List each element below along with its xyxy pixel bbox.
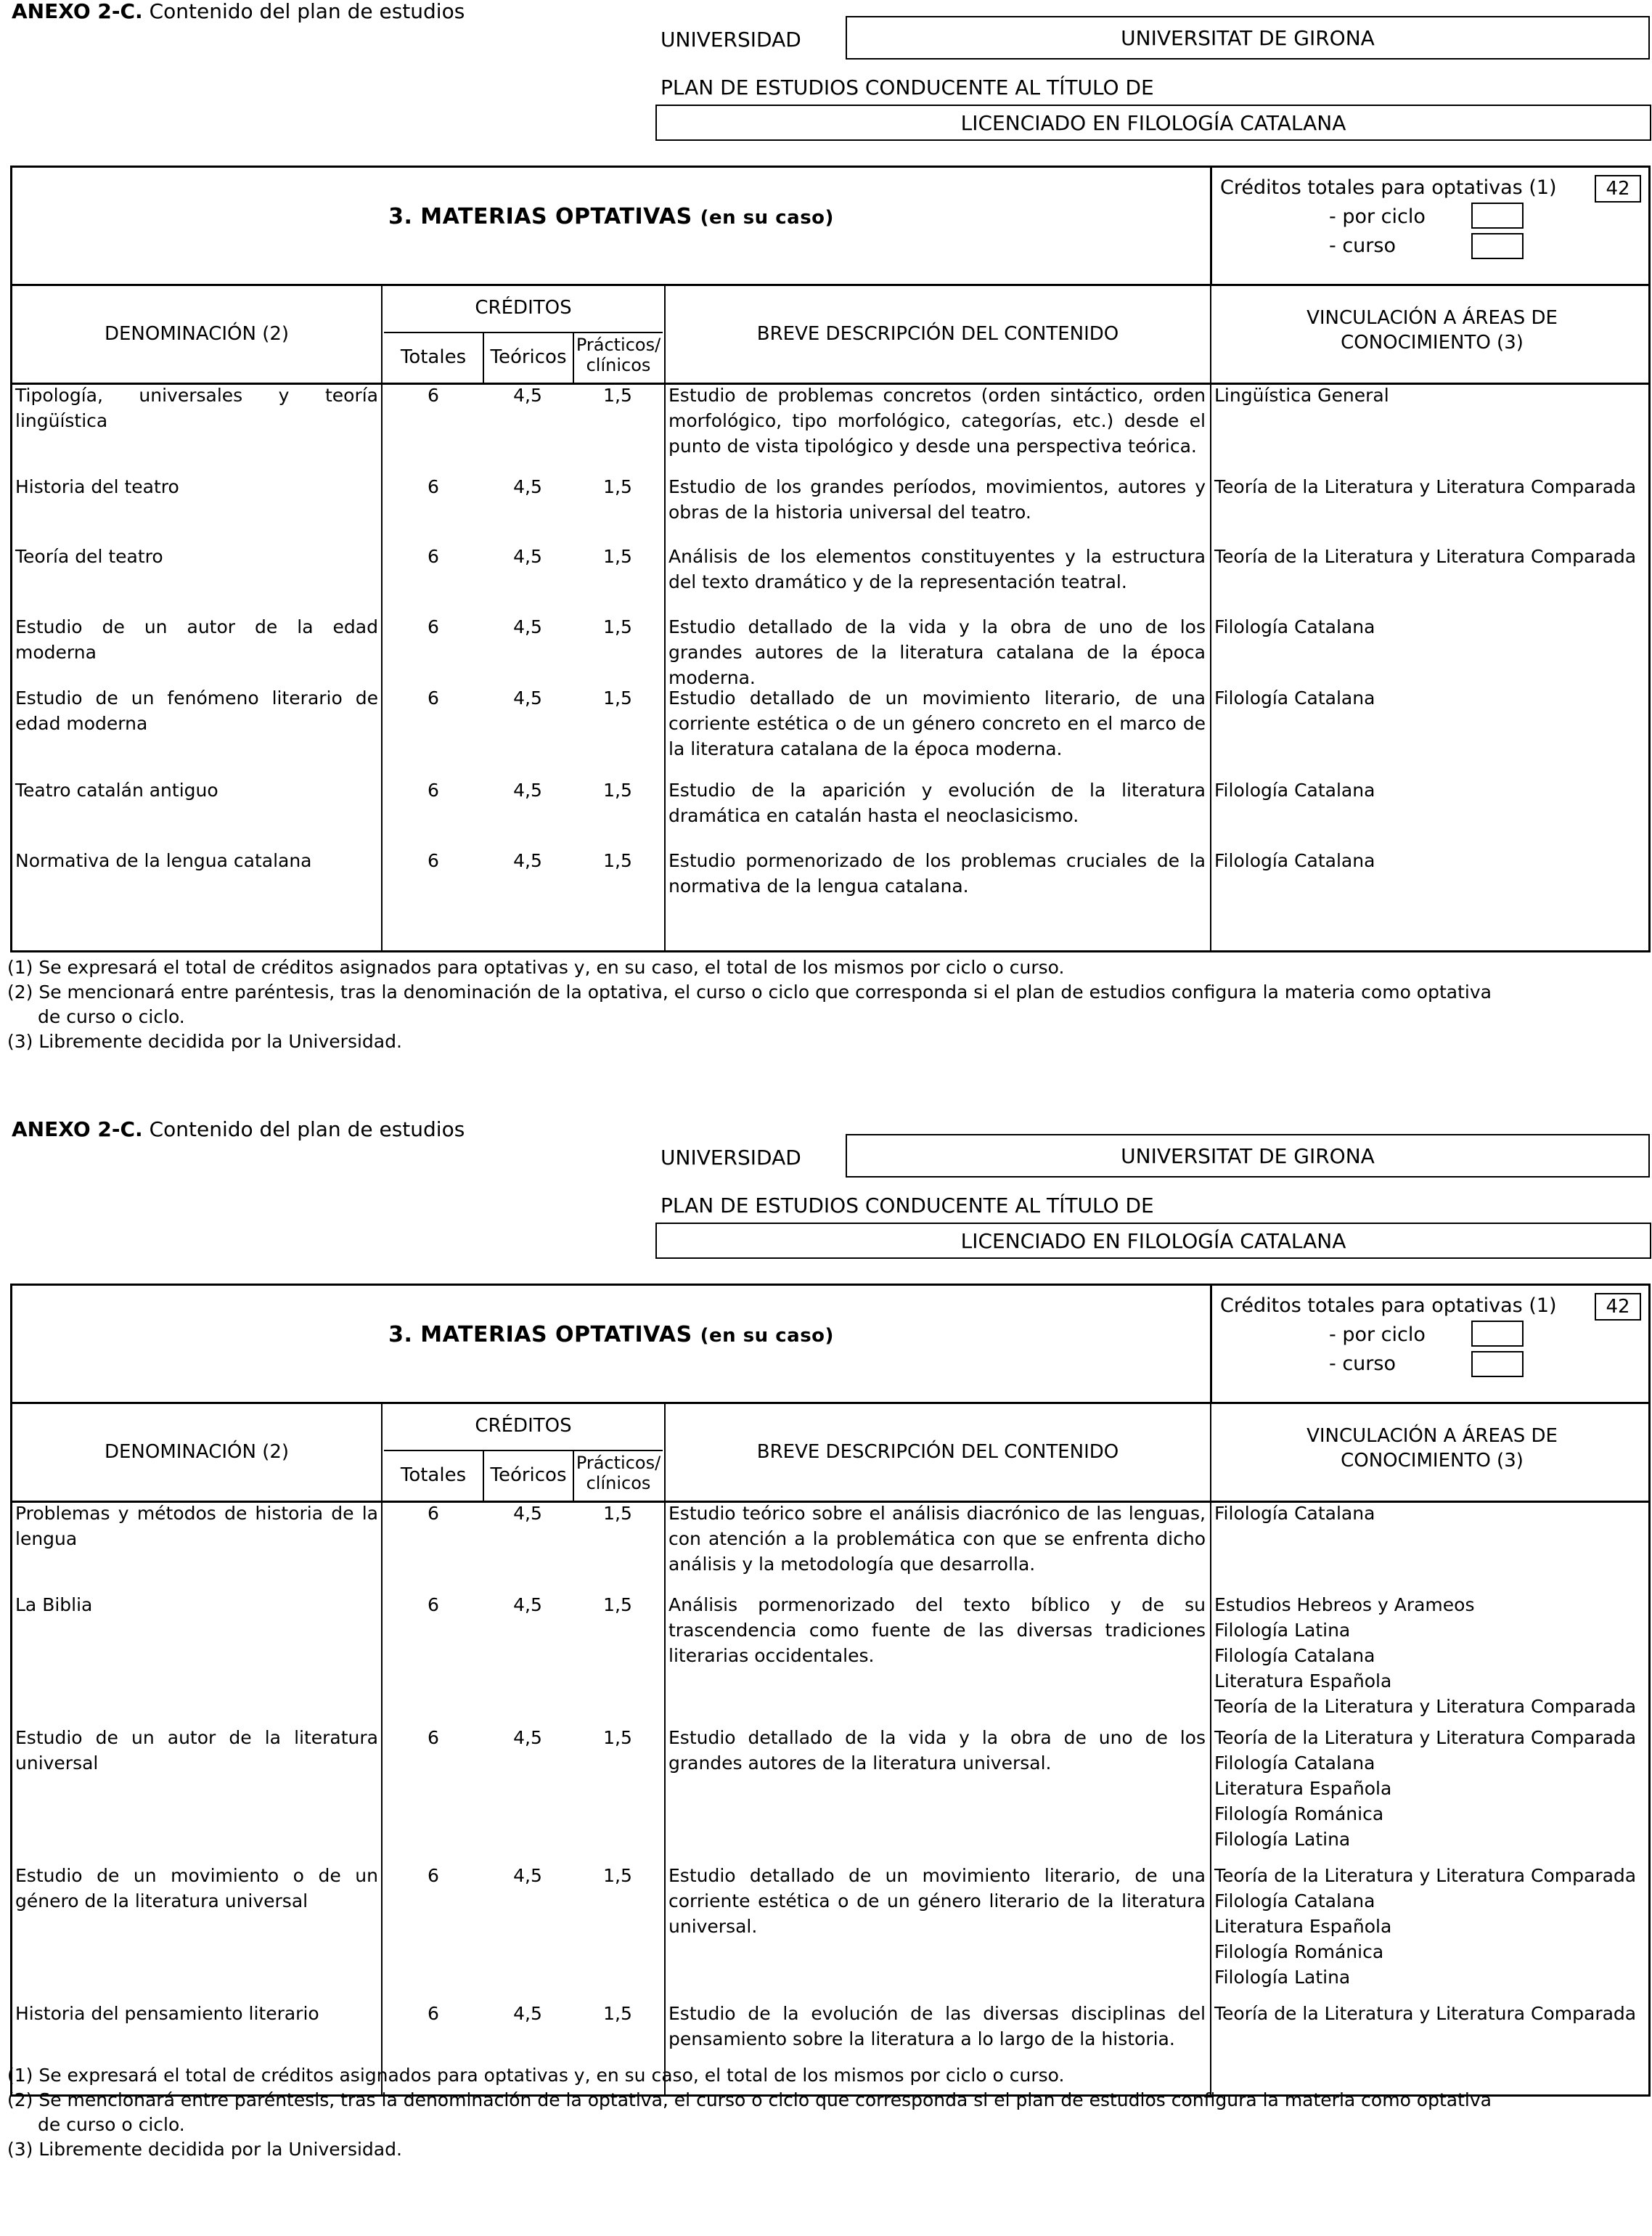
- practicos: 1,5: [603, 1865, 632, 1886]
- areas: Estudios Hebreos y Arameos Filología Latina Filología Catalana Literatura Española Teoría de la Literatura y Literatura Comparada: [1214, 1594, 1637, 1717]
- col-denominacion: DENOMINACIÓN (2): [104, 323, 290, 345]
- practicos: 1,5: [603, 385, 632, 406]
- areas: Filología Catalana: [1214, 1503, 1375, 1524]
- denominacion: Teatro catalán antiguo: [15, 780, 218, 801]
- denominacion: Historia del teatro: [15, 476, 179, 497]
- footnotes: (1) Se expresará el total de créditos asignados para optativas y, en su caso, el total de los mismos por ciclo o curso. (2) Se mencionará entre paréntesis, tras la denominación de la optativa, el curso o ciclo que corresponda si el plan de estudios configura la materia como optativa de curso o ciclo. (3) Libremente decidida por la Universidad.: [7, 957, 1492, 1052]
- teoricos: 4,5: [513, 1594, 542, 1615]
- universidad-label: UNIVERSIDAD: [661, 1146, 801, 1170]
- areas: Filología Catalana: [1214, 687, 1375, 709]
- areas: Teoría de la Literatura y Literatura Comparada Filología Catalana Literatura Española Filología Románica Filología Latina: [1214, 1727, 1637, 1850]
- creditos-totales-block: Créditos totales para optativas (1) - por ciclo - curso: [1220, 1294, 1557, 1375]
- materias-table: [10, 1284, 1651, 2097]
- denominacion: Estudio de un autor de la edad moderna: [15, 616, 378, 663]
- denominacion: Tipología, universales y teoría lingüística: [15, 385, 378, 431]
- teoricos: 4,5: [513, 1503, 542, 1524]
- universidad-value: UNIVERSITAT DE GIRONA: [846, 16, 1650, 60]
- plan-label: PLAN DE ESTUDIOS CONDUCENTE AL TÍTULO DE: [661, 1194, 1154, 1217]
- practicos: 1,5: [603, 476, 632, 497]
- anexo-heading: ANEXO 2-C. Contenido del plan de estudios: [12, 0, 465, 23]
- materias-title: 3. MATERIAS OPTATIVAS (en su caso): [388, 204, 834, 229]
- teoricos: 4,5: [513, 2003, 542, 2024]
- col-descripcion: BREVE DESCRIPCIÓN DEL CONTENIDO: [756, 1441, 1119, 1463]
- descripcion: Estudio de problemas concretos (orden sintáctico, orden morfológico, tipo morfológico, categorías, etc.) desde el punto de vista tipológico y desde una perspectiva teórica.: [668, 385, 1206, 457]
- areas: Filología Catalana: [1214, 616, 1375, 637]
- denominacion: La Biblia: [15, 1594, 93, 1615]
- areas: Teoría de la Literatura y Literatura Comparada: [1214, 2003, 1637, 2024]
- areas: Filología Catalana: [1214, 780, 1375, 801]
- practicos: 1,5: [603, 687, 632, 709]
- totales: 6: [428, 1503, 439, 1524]
- creditos-totales-value: 42: [1595, 175, 1641, 203]
- col-practicos: Prácticos/ clínicos: [576, 1453, 661, 1493]
- descripcion: Estudio de la evolución de las diversas disciplinas del pensamiento sobre la literatura a lo largo de la historia.: [668, 2003, 1206, 2049]
- areas: Lingüística General: [1214, 385, 1389, 406]
- practicos: 1,5: [603, 616, 632, 637]
- descripcion: Análisis de los elementos constituyentes y la estructura del texto dramático y de la representación teatral.: [668, 546, 1206, 592]
- col-totales: Totales: [400, 346, 467, 368]
- totales: 6: [428, 1727, 439, 1748]
- materias-title: 3. MATERIAS OPTATIVAS (en su caso): [388, 1322, 834, 1347]
- areas: Teoría de la Literatura y Literatura Comparada: [1214, 546, 1637, 567]
- titulo-value: LICENCIADO EN FILOLOGÍA CATALANA: [655, 105, 1651, 141]
- descripcion: Estudio detallado de la vida y la obra de uno de los grandes autores de la literatura catalana de la época moderna.: [668, 616, 1206, 688]
- practicos: 1,5: [603, 546, 632, 567]
- universidad-value: UNIVERSITAT DE GIRONA: [846, 1134, 1650, 1178]
- totales: 6: [428, 385, 439, 406]
- universidad-label: UNIVERSIDAD: [661, 28, 801, 52]
- descripcion: Estudio detallado de la vida y la obra de uno de los grandes autores de la literatura universal.: [668, 1727, 1206, 1774]
- col-practicos: Prácticos/ clínicos: [576, 335, 661, 375]
- practicos: 1,5: [603, 1727, 632, 1748]
- teoricos: 4,5: [513, 850, 542, 871]
- denominacion: Normativa de la lengua catalana: [15, 850, 312, 871]
- col-teoricos: Teóricos: [490, 346, 567, 368]
- teoricos: 4,5: [513, 476, 542, 497]
- descripcion: Estudio teórico sobre el análisis diacrónico de las lenguas, con atención a la problemática con que se enfrenta dicho análisis y la metodología que desarrolla.: [668, 1503, 1206, 1575]
- footnotes: (1) Se expresará el total de créditos asignados para optativas y, en su caso, el total de los mismos por ciclo o curso. (2) Se mencionará entre paréntesis, tras la denominación de la optativa, el curso o ciclo que corresponda si el plan de estudios configura la materia como optativa de curso o ciclo. (3) Libremente decidida por la Universidad.: [7, 2065, 1492, 2160]
- totales: 6: [428, 616, 439, 637]
- col-totales: Totales: [400, 1464, 467, 1486]
- denominacion: Historia del pensamiento literario: [15, 2003, 319, 2024]
- col-vinculacion: VINCULACIÓN A ÁREAS DE CONOCIMIENTO (3): [1307, 307, 1558, 354]
- creditos-totales-value: 42: [1595, 1293, 1641, 1321]
- denominacion: Estudio de un autor de la literatura universal: [15, 1727, 378, 1774]
- col-creditos: CRÉDITOS: [475, 1415, 572, 1437]
- areas: Teoría de la Literatura y Literatura Comparada: [1214, 476, 1637, 497]
- curso-box: [1471, 1351, 1524, 1377]
- totales: 6: [428, 687, 439, 709]
- denominacion: Estudio de un fenómeno literario de edad moderna: [15, 687, 378, 734]
- practicos: 1,5: [603, 1503, 632, 1524]
- totales: 6: [428, 476, 439, 497]
- teoricos: 4,5: [513, 385, 542, 406]
- descripcion: Estudio pormenorizado de los problemas cruciales de la normativa de la lengua catalana.: [668, 850, 1206, 897]
- col-vinculacion: VINCULACIÓN A ÁREAS DE CONOCIMIENTO (3): [1307, 1425, 1558, 1472]
- practicos: 1,5: [603, 780, 632, 801]
- teoricos: 4,5: [513, 1727, 542, 1748]
- areas: Teoría de la Literatura y Literatura Comparada Filología Catalana Literatura Española Filología Románica Filología Latina: [1214, 1865, 1637, 1988]
- por-ciclo-box: [1471, 1321, 1524, 1347]
- col-teoricos: Teóricos: [490, 1464, 567, 1486]
- denominacion: Problemas y métodos de historia de la lengua: [15, 1503, 378, 1549]
- por-ciclo-box: [1471, 203, 1524, 229]
- areas: Filología Catalana: [1214, 850, 1375, 871]
- plan-label: PLAN DE ESTUDIOS CONDUCENTE AL TÍTULO DE: [661, 76, 1154, 99]
- curso-box: [1471, 233, 1524, 259]
- totales: 6: [428, 850, 439, 871]
- teoricos: 4,5: [513, 546, 542, 567]
- teoricos: 4,5: [513, 687, 542, 709]
- titulo-value: LICENCIADO EN FILOLOGÍA CATALANA: [655, 1223, 1651, 1259]
- teoricos: 4,5: [513, 1865, 542, 1886]
- practicos: 1,5: [603, 850, 632, 871]
- totales: 6: [428, 2003, 439, 2024]
- plan-section-2: [0, 1118, 1652, 2236]
- descripcion: Estudio de los grandes períodos, movimientos, autores y obras de la historia universal del teatro.: [668, 476, 1206, 523]
- col-descripcion: BREVE DESCRIPCIÓN DEL CONTENIDO: [756, 323, 1119, 345]
- creditos-totales-block: Créditos totales para optativas (1) - por ciclo - curso: [1220, 176, 1557, 257]
- teoricos: 4,5: [513, 780, 542, 801]
- col-denominacion: DENOMINACIÓN (2): [104, 1441, 290, 1463]
- teoricos: 4,5: [513, 616, 542, 637]
- descripcion: Estudio detallado de un movimiento literario, de una corriente estética o de un género literario de la literatura universal.: [668, 1865, 1206, 1937]
- descripcion: Análisis pormenorizado del texto bíblico y de su trascendencia como fuente de las diversas tradiciones literarias occidentales.: [668, 1594, 1206, 1666]
- materias-table: [10, 166, 1651, 952]
- practicos: 1,5: [603, 1594, 632, 1615]
- totales: 6: [428, 780, 439, 801]
- descripcion: Estudio detallado de un movimiento literario, de una corriente estética o de un género concreto en el marco de la literatura catalana de la época moderna.: [668, 687, 1206, 759]
- denominacion: Estudio de un movimiento o de un género de la literatura universal: [15, 1865, 378, 1911]
- totales: 6: [428, 1594, 439, 1615]
- denominacion: Teoría del teatro: [15, 546, 163, 567]
- col-creditos: CRÉDITOS: [475, 297, 572, 319]
- totales: 6: [428, 546, 439, 567]
- totales: 6: [428, 1865, 439, 1886]
- anexo-heading: ANEXO 2-C. Contenido del plan de estudios: [12, 1117, 465, 1141]
- practicos: 1,5: [603, 2003, 632, 2024]
- descripcion: Estudio de la aparición y evolución de la literatura dramática en catalán hasta el neoclasicismo.: [668, 780, 1206, 826]
